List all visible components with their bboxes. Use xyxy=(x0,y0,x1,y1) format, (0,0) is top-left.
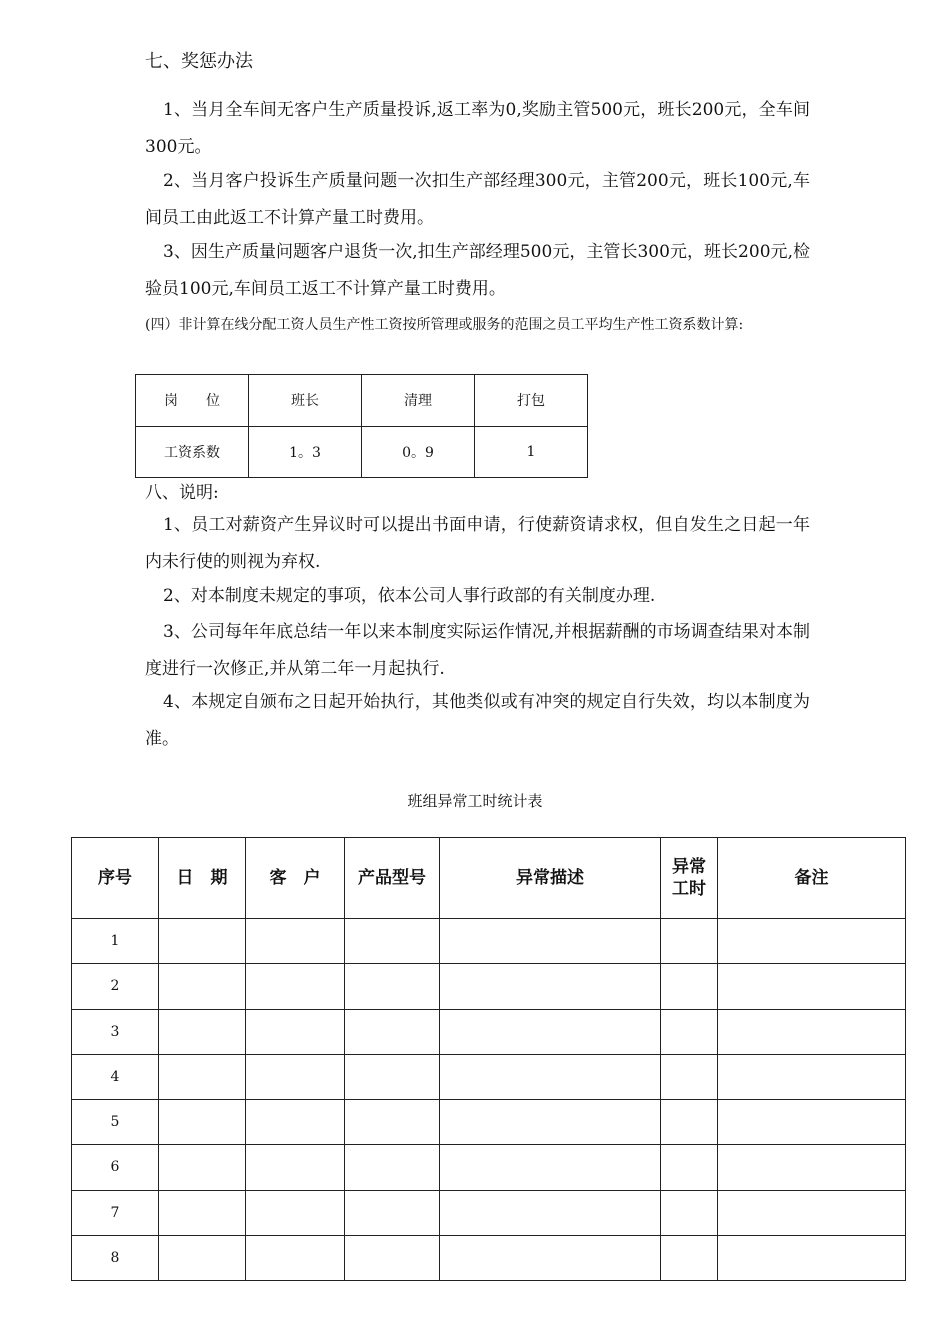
table-cell[interactable] xyxy=(440,1235,661,1280)
table-cell[interactable] xyxy=(159,964,246,1009)
table-cell[interactable] xyxy=(345,1190,440,1235)
table-row xyxy=(72,1145,906,1190)
table-cell[interactable] xyxy=(661,964,718,1009)
table-cell[interactable] xyxy=(159,919,246,964)
section-7-heading: 七、奖惩办法 xyxy=(145,51,253,72)
section-8-heading: 八、说明: xyxy=(145,483,219,503)
table-cell[interactable] xyxy=(345,964,440,1009)
table-cell[interactable] xyxy=(718,1145,906,1190)
table-row xyxy=(72,1100,906,1145)
table-cell[interactable] xyxy=(246,1100,345,1145)
table-cell[interactable] xyxy=(718,1190,906,1235)
header-date: 日 期 xyxy=(159,838,246,919)
table-row xyxy=(136,426,588,478)
table-cell[interactable] xyxy=(661,1100,718,1145)
table-cell[interactable] xyxy=(159,1235,246,1280)
section-7-item-2: 2、当月客户投诉生产质量问题一次扣生产部经理300元，主管200元，班长100元,车间员工由此返工不计算产量工时费用。 xyxy=(145,171,810,228)
table-header-cell: 打包 xyxy=(475,375,588,427)
wage-coefficient-table xyxy=(135,374,588,478)
row-number: 1 xyxy=(72,919,159,964)
header-model: 产品型号 xyxy=(345,838,440,919)
table-cell[interactable] xyxy=(345,1235,440,1280)
table-cell[interactable] xyxy=(440,1145,661,1190)
table-cell[interactable] xyxy=(159,1100,246,1145)
header-customer: 客 户 xyxy=(246,838,345,919)
table-cell[interactable] xyxy=(345,1145,440,1190)
table-cell[interactable] xyxy=(661,1054,718,1099)
section-7-item-3: 3、因生产质量问题客户退货一次,扣生产部经理500元，主管长300元，班长200元,检验员100元,车间员工返工不计算产量工时费用。 xyxy=(145,242,810,299)
table-cell: 工资系数 xyxy=(136,426,249,478)
table-cell[interactable] xyxy=(246,1145,345,1190)
table-cell[interactable] xyxy=(718,919,906,964)
table-header-row xyxy=(72,838,906,919)
table-cell[interactable] xyxy=(246,1009,345,1054)
row-number: 4 xyxy=(72,1054,159,1099)
section-7-item-1: 1、当月全车间无客户生产质量投诉,返工率为0,奖励主管500元，班长200元，全车间300元。 xyxy=(145,100,810,157)
table-row xyxy=(72,1235,906,1280)
table-cell[interactable] xyxy=(661,1145,718,1190)
section-8-item-3: 3、公司每年年底总结一年以来本制度实际运作情况,并根据薪酬的市场调查结果对本制度进行一次修正,并从第二年一月起执行. xyxy=(145,622,810,679)
table-header-cell: 班长 xyxy=(249,375,362,427)
table-cell: 1 xyxy=(475,426,588,478)
table-row xyxy=(72,1009,906,1054)
table-cell[interactable] xyxy=(159,1009,246,1054)
table-cell[interactable] xyxy=(345,919,440,964)
table-cell[interactable] xyxy=(246,964,345,1009)
header-abnormal-hours: 异常 工时 xyxy=(661,838,718,919)
row-number: 6 xyxy=(72,1145,159,1190)
section-7-note: (四）非计算在线分配工资人员生产性工资按所管理或服务的范围之员工平均生产性工资系数计算: xyxy=(145,317,744,333)
table-cell[interactable] xyxy=(246,1054,345,1099)
table-header-cell: 岗 位 xyxy=(136,375,249,427)
table-cell[interactable] xyxy=(440,1100,661,1145)
table-cell[interactable] xyxy=(159,1145,246,1190)
table-cell[interactable] xyxy=(345,1054,440,1099)
section-8-item-1: 1、员工对薪资产生异议时可以提出书面申请，行使薪资请求权，但自发生之日起一年内未行使的则视为弃权. xyxy=(145,515,810,572)
header-seq: 序号 xyxy=(72,838,159,919)
table-cell[interactable] xyxy=(661,919,718,964)
section-8-item-2: 2、对本制度未规定的事项，依本公司人事行政部的有关制度办理. xyxy=(163,586,656,606)
table-cell[interactable] xyxy=(718,964,906,1009)
table-cell[interactable] xyxy=(661,1190,718,1235)
table-cell[interactable] xyxy=(718,1235,906,1280)
table-cell[interactable] xyxy=(345,1009,440,1054)
table-cell[interactable] xyxy=(440,919,661,964)
table-cell[interactable] xyxy=(440,1009,661,1054)
table-cell[interactable] xyxy=(718,1100,906,1145)
table-cell[interactable] xyxy=(440,1190,661,1235)
table-cell[interactable] xyxy=(246,1190,345,1235)
section-8-item-4: 4、本规定自颁布之日起开始执行，其他类似或有冲突的规定自行失效，均以本制度为准。 xyxy=(145,692,810,749)
row-number: 7 xyxy=(72,1190,159,1235)
header-remark: 备注 xyxy=(718,838,906,919)
abnormal-hours-table xyxy=(71,837,906,1281)
table-cell: 0。9 xyxy=(362,426,475,478)
row-number: 2 xyxy=(72,964,159,1009)
table-cell[interactable] xyxy=(246,1235,345,1280)
table-row xyxy=(72,1054,906,1099)
table-cell[interactable] xyxy=(661,1235,718,1280)
header-description: 异常描述 xyxy=(440,838,661,919)
table-row xyxy=(72,1190,906,1235)
row-number: 5 xyxy=(72,1100,159,1145)
table-row xyxy=(72,919,906,964)
row-number: 3 xyxy=(72,1009,159,1054)
table-cell: 1。3 xyxy=(249,426,362,478)
table-cell[interactable] xyxy=(718,1009,906,1054)
row-number: 8 xyxy=(72,1235,159,1280)
stat-table-title: 班组异常工时统计表 xyxy=(407,792,543,810)
table-cell[interactable] xyxy=(440,964,661,1009)
table-cell[interactable] xyxy=(661,1009,718,1054)
table-cell[interactable] xyxy=(345,1100,440,1145)
table-cell[interactable] xyxy=(246,919,345,964)
table-row xyxy=(136,375,588,427)
table-header-cell: 清理 xyxy=(362,375,475,427)
table-cell[interactable] xyxy=(159,1190,246,1235)
table-row xyxy=(72,964,906,1009)
table-cell[interactable] xyxy=(718,1054,906,1099)
table-cell[interactable] xyxy=(440,1054,661,1099)
table-cell[interactable] xyxy=(159,1054,246,1099)
